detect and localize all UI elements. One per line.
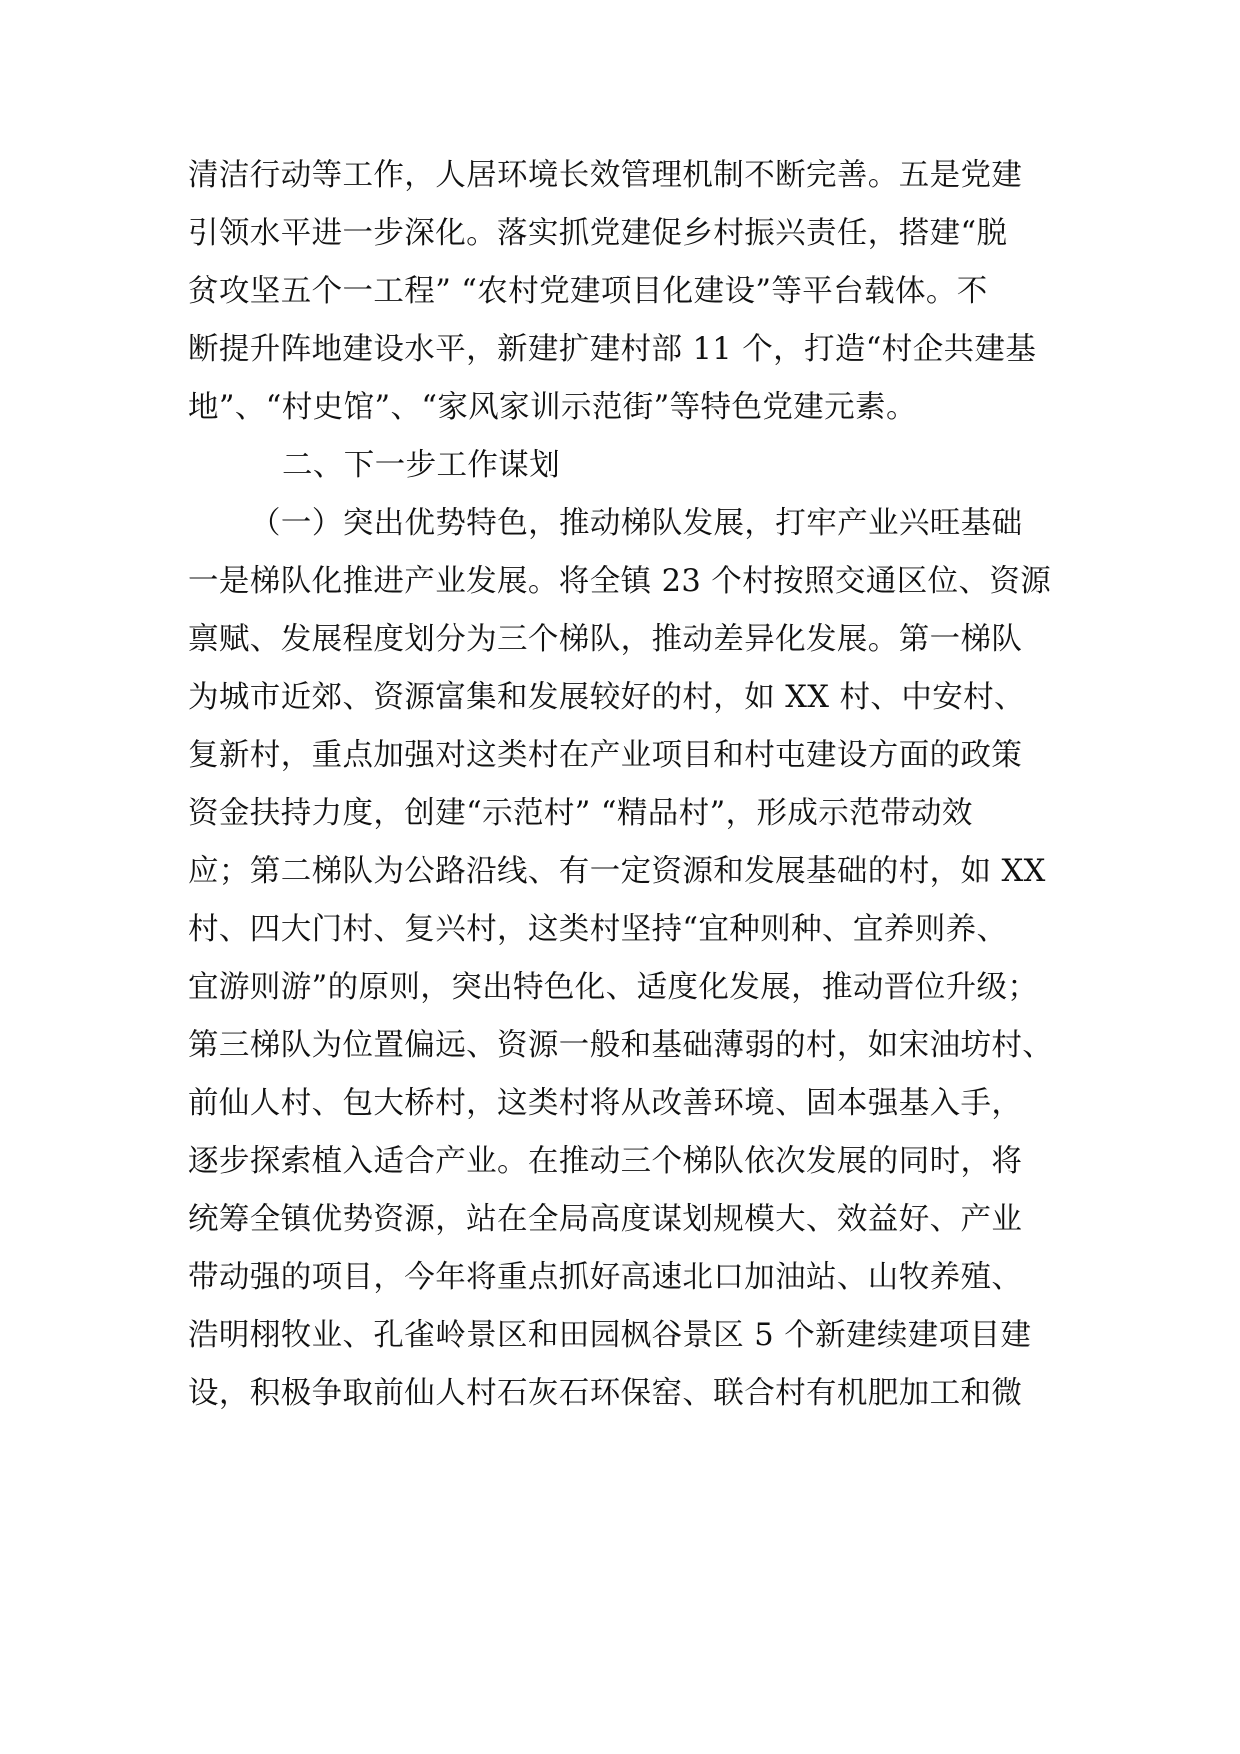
body-text-line: 应；第二梯队为公路沿线、有一定资源和发展基础的村，如 XX — [188, 854, 1046, 889]
body-text-line: 复新村，重点加强对这类村在产业项目和村屯建设方面的政策 — [188, 738, 1023, 773]
section-heading: 二、下一步工作谋划 — [282, 448, 561, 483]
body-text-line: 浩明栩牧业、孔雀岭景区和田园枫谷景区 5 个新建续建项目建 — [188, 1318, 1032, 1353]
body-text-line: 资金扶持力度，创建“示范村” “精品村”，形成示范带动效 — [188, 796, 973, 831]
body-text-line: 带动强的项目，今年将重点抓好高速北口加油站、山牧养殖、 — [188, 1260, 1023, 1295]
body-text-line: 贫攻坚五个一工程” “农村党建项目化建设”等平台载体。不 — [188, 274, 988, 309]
body-text-line: 一是梯队化推进产业发展。将全镇 23 个村按照交通区位、资源 — [188, 564, 1052, 599]
body-text-line: 断提升阵地建设水平，新建扩建村部 11 个，打造“村企共建基 — [188, 332, 1037, 367]
body-text-line: 第三梯队为位置偏远、资源一般和基础薄弱的村，如宋油坊村、 — [188, 1028, 1054, 1063]
body-text-line: 宜游则游”的原则，突出特色化、适度化发展，推动晋位升级； — [188, 970, 1039, 1005]
body-text-line: 为城市近郊、资源富集和发展较好的村，如 XX 村、中安村、 — [188, 680, 1025, 715]
body-text-line: 逐步探索植入适合产业。在推动三个梯队依次发展的同时，将 — [188, 1144, 1023, 1179]
body-text-line: 设，积极争取前仙人村石灰石环保窑、联合村有机肥加工和微 — [188, 1376, 1023, 1411]
body-text-line: 村、四大门村、复兴村，这类村坚持“宜种则种、宜养则养、 — [188, 912, 1008, 947]
body-text-line: 地”、“村史馆”、“家风家训示范街”等特色党建元素。 — [188, 390, 917, 425]
body-text-line: 统筹全镇优势资源，站在全局高度谋划规模大、效益好、产业 — [188, 1202, 1023, 1237]
body-text-line: 前仙人村、包大桥村，这类村将从改善环境、固本强基入手， — [188, 1086, 1023, 1121]
subsection-heading: （一）突出优势特色，推动梯队发展，打牢产业兴旺基础 — [250, 506, 1023, 541]
body-text-line: 清洁行动等工作，人居环境长效管理机制不断完善。五是党建 — [188, 158, 1023, 193]
body-text-line: 禀赋、发展程度划分为三个梯队，推动差异化发展。第一梯队 — [188, 622, 1023, 657]
body-text-line: 引领水平进一步深化。落实抓党建促乡村振兴责任，搭建“脱 — [188, 216, 1008, 251]
